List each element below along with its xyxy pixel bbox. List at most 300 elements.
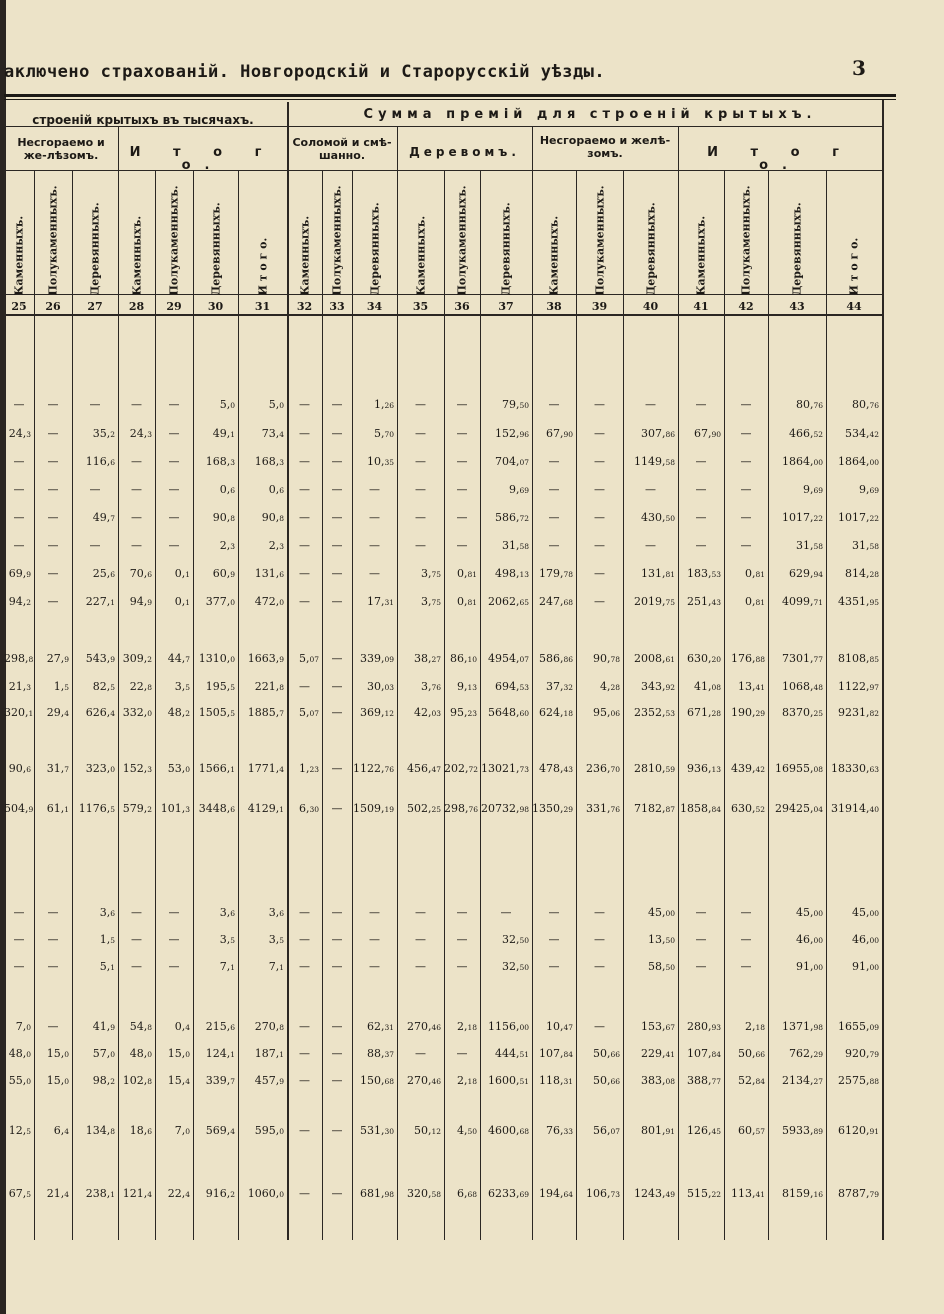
table-cell: 0,6	[219, 483, 235, 496]
table-cell: 1156,00	[487, 1020, 529, 1033]
table-cell: 179,78	[538, 567, 573, 580]
table-cell: 1,5	[53, 680, 69, 693]
table-cell: 183,53	[686, 567, 721, 580]
table-cell: 20732,98	[480, 802, 529, 815]
table-cell: 118,31	[538, 1074, 573, 1087]
table-cell: 90,6	[8, 762, 31, 775]
table-cell: 1885,7	[247, 706, 284, 719]
table-cell: —	[299, 1074, 310, 1087]
column-rule	[4, 102, 5, 1240]
column-label: Каменныхъ.	[298, 215, 311, 296]
table-cell: 10,35	[366, 455, 394, 468]
table-cell: 388,77	[686, 1074, 721, 1087]
table-cell: 22,4	[167, 1187, 190, 1200]
table-cell: —	[168, 539, 180, 552]
table-cell: 30,03	[366, 680, 394, 693]
table-cell: 113,41	[730, 1187, 765, 1200]
table-cell: —	[299, 1047, 310, 1060]
table-cell: 29425,04	[774, 802, 823, 815]
table-cell: 4099,71	[781, 595, 823, 608]
column-label: Полукаменныхъ.	[455, 185, 469, 296]
table-cell: 247,68	[538, 595, 573, 608]
table-cell: —	[645, 539, 656, 552]
column-number: 42	[738, 300, 754, 313]
table-cell: —	[594, 595, 605, 608]
table-cell: —	[456, 511, 468, 524]
table-cell: 152,96	[494, 427, 529, 440]
table-cell: —	[331, 706, 343, 719]
table-cell: 332,0	[122, 706, 152, 719]
table-cell: —	[740, 539, 752, 552]
table-cell: —	[695, 398, 707, 411]
table-cell: —	[695, 960, 707, 973]
table-cell: 29,4	[46, 706, 69, 719]
table-cell: 31,7	[46, 762, 69, 775]
table-cell: —	[369, 567, 380, 580]
table-cell: 107,84	[538, 1047, 573, 1060]
column-label: Полукаменныхъ.	[46, 185, 60, 296]
table-cell: —	[168, 511, 180, 524]
table-cell: —	[695, 906, 707, 919]
table-cell: 3,75	[420, 595, 441, 608]
table-cell: 45,00	[795, 906, 823, 919]
table-cell: 298,76	[444, 802, 479, 815]
table-cell: —	[415, 906, 426, 919]
table-cell: 1149,58	[633, 455, 675, 468]
column-label: Каменныхъ.	[12, 215, 26, 296]
table-cell: 13021,73	[480, 762, 529, 775]
table-cell: 2,18	[456, 1074, 477, 1087]
table-cell: —	[13, 511, 25, 524]
table-cell: 190,29	[730, 706, 765, 719]
column-number: 36	[454, 300, 470, 313]
table-cell: 187,1	[254, 1047, 284, 1060]
table-cell: —	[740, 906, 752, 919]
column-number: 32	[296, 300, 313, 313]
table-cell: —	[168, 483, 180, 496]
table-cell: 6233,69	[487, 1187, 529, 1200]
table-cell: —	[415, 427, 426, 440]
table-cell: 1509,19	[352, 802, 394, 815]
table-cell: 1,26	[373, 398, 394, 411]
table-cell: —	[13, 398, 25, 411]
table-cell: 73,4	[261, 427, 284, 440]
table-cell: 98,2	[92, 1074, 115, 1087]
table-cell: 1663,9	[247, 652, 284, 665]
table-cell: 3,5	[174, 680, 190, 693]
table-cell: —	[168, 906, 180, 919]
table-cell: —	[594, 511, 605, 524]
table-cell: 2,18	[456, 1020, 477, 1033]
table-cell: —	[456, 483, 468, 496]
table-cell: 630,20	[686, 652, 721, 665]
table-cell: 681,98	[359, 1187, 394, 1200]
table-cell: 0,4	[174, 1020, 190, 1033]
table-cell: 801,91	[640, 1124, 675, 1137]
table-cell: 42,03	[413, 706, 441, 719]
table-cell: 46,00	[851, 933, 879, 946]
table-cell: 150,68	[359, 1074, 394, 1087]
table-cell: 15,4	[167, 1074, 190, 1087]
table-cell: 107,84	[686, 1047, 721, 1060]
table-cell: 41,9	[92, 1020, 115, 1033]
group-header-left: строеній крытыхъ въ тысячахъ.	[32, 113, 254, 127]
table-cell: 15,0	[46, 1047, 69, 1060]
subgroup-header: И т о г о.	[129, 145, 276, 173]
table-cell: 8108,85	[837, 652, 879, 665]
table-cell: 31,58	[851, 539, 879, 552]
table-cell: 153,67	[640, 1020, 675, 1033]
subgroup-header: И т о г о.	[707, 145, 853, 173]
table-cell: 2575,88	[837, 1074, 879, 1087]
column-number: 27	[87, 300, 103, 313]
table-cell: 48,2	[167, 706, 190, 719]
table-cell: —	[740, 511, 752, 524]
table-cell: 1505,5	[198, 706, 235, 719]
table-cell: 91,00	[795, 960, 823, 973]
table-cell: —	[299, 511, 310, 524]
table-cell: 377,0	[205, 595, 235, 608]
table-cell: 2,3	[268, 539, 284, 552]
table-cell: 1350,29	[532, 802, 574, 815]
table-cell: —	[89, 483, 101, 496]
table-cell: 9,13	[456, 680, 477, 693]
table-cell: —	[47, 455, 59, 468]
table-cell: 626,4	[85, 706, 115, 719]
table-cell: 251,43	[686, 595, 721, 608]
subgroup-header: Деревомъ.	[409, 145, 520, 159]
table-cell: 90,8	[212, 511, 235, 524]
table-cell: 126,45	[686, 1124, 721, 1137]
column-label: Деревянныхъ.	[88, 202, 102, 296]
table-cell: 504,9	[4, 802, 34, 815]
table-cell: 6,68	[456, 1187, 477, 1200]
table-cell: 202,72	[444, 762, 479, 775]
table-cell: 7301,77	[781, 652, 823, 665]
table-cell: 176,88	[730, 652, 765, 665]
table-cell: 2,3	[219, 539, 235, 552]
table-cell: —	[331, 427, 343, 440]
table-cell: —	[548, 933, 560, 946]
table-cell: —	[331, 398, 343, 411]
table-cell: 16955,08	[774, 762, 823, 775]
table-cell: 579,2	[122, 802, 152, 815]
table-cell: 94,2	[8, 595, 31, 608]
table-cell: 60,9	[212, 567, 235, 580]
column-number: 43	[789, 300, 805, 313]
table-cell: 3,76	[420, 680, 441, 693]
table-cell: 49,7	[92, 511, 115, 524]
table-cell: 32,50	[501, 960, 529, 973]
table-cell: 4,50	[456, 1124, 477, 1137]
table-cell: 49,1	[212, 427, 235, 440]
table-cell: 69,9	[8, 567, 31, 580]
table-cell: 24,3	[129, 427, 152, 440]
table-cell: —	[594, 398, 605, 411]
table-cell: 320,1	[4, 706, 34, 719]
table-cell: 95,06	[592, 706, 620, 719]
table-cell: 67,90	[693, 427, 721, 440]
table-cell: 76,33	[545, 1124, 573, 1137]
table-cell: —	[415, 960, 426, 973]
table-cell: —	[594, 906, 605, 919]
table-cell: —	[456, 427, 468, 440]
table-cell: 466,52	[788, 427, 823, 440]
table-cell: 5648,60	[487, 706, 529, 719]
table-cell: 24,3	[8, 427, 31, 440]
table-cell: —	[299, 1020, 310, 1033]
table-cell: —	[331, 595, 343, 608]
table-cell: —	[740, 483, 752, 496]
table-cell: 270,8	[254, 1020, 284, 1033]
table-cell: 586,86	[538, 652, 573, 665]
table-cell: —	[740, 933, 752, 946]
table-cell: 814,28	[844, 567, 879, 580]
page-header-title: аключено страхованій. Новгородскій и Старорусскій уѣзды.	[4, 62, 606, 82]
table-cell: 215,6	[205, 1020, 235, 1033]
column-number: 35	[412, 300, 429, 313]
table-cell: —	[415, 511, 426, 524]
table-cell: 1566,1	[198, 762, 235, 775]
table-cell: 45,00	[851, 906, 879, 919]
table-cell: —	[47, 483, 59, 496]
table-cell: 91,00	[851, 960, 879, 973]
column-label: Деревянныхъ.	[499, 202, 513, 296]
table-cell: —	[47, 960, 59, 973]
table-cell: 704,07	[494, 455, 529, 468]
table-cell: 54,8	[129, 1020, 152, 1033]
table-cell: 3,75	[420, 567, 441, 580]
table-cell: 430,50	[640, 511, 675, 524]
table-cell: 0,81	[744, 567, 765, 580]
table-cell: 21,4	[46, 1187, 69, 1200]
table-cell: —	[594, 455, 605, 468]
table-cell: —	[548, 906, 560, 919]
table-cell: 168,3	[254, 455, 284, 468]
table-cell: 671,28	[686, 706, 721, 719]
table-cell: —	[740, 960, 752, 973]
table-cell: —	[13, 960, 25, 973]
table-cell: —	[594, 1020, 605, 1033]
rule-numbers	[4, 314, 882, 316]
table-cell: —	[594, 567, 605, 580]
column-rule	[287, 102, 289, 1240]
table-cell: 502,25	[406, 802, 441, 815]
table-cell: 61,1	[46, 802, 69, 815]
column-label: Полукаменныхъ.	[330, 185, 344, 296]
table-cell: 124,1	[205, 1047, 235, 1060]
table-cell: 80,76	[795, 398, 823, 411]
column-label: Полукаменныхъ.	[739, 185, 753, 296]
table-cell: 86,10	[449, 652, 477, 665]
column-number: 37	[498, 300, 514, 313]
table-cell: 916,2	[205, 1187, 235, 1200]
table-cell: 270,46	[406, 1020, 441, 1033]
table-cell: —	[168, 398, 180, 411]
table-cell: 5933,89	[781, 1124, 823, 1137]
table-cell: 4600,68	[487, 1124, 529, 1137]
table-cell: 534,42	[844, 427, 879, 440]
table-cell: 3,5	[268, 933, 284, 946]
table-cell: 1,23	[298, 762, 319, 775]
table-cell: 106,73	[585, 1187, 620, 1200]
table-cell: —	[299, 398, 310, 411]
table-cell: 8159,16	[781, 1187, 823, 1200]
table-cell: —	[594, 483, 605, 496]
table-cell: —	[168, 455, 180, 468]
table-cell: 383,08	[640, 1074, 675, 1087]
table-cell: 38,27	[413, 652, 441, 665]
table-cell: —	[47, 567, 59, 580]
table-cell: 131,6	[254, 567, 284, 580]
table-cell: 6,30	[298, 802, 319, 815]
table-cell: 3,6	[219, 906, 235, 919]
table-cell: —	[695, 511, 707, 524]
table-cell: 168,3	[205, 455, 235, 468]
column-number: 26	[45, 300, 61, 313]
table-cell: 101,3	[160, 802, 190, 815]
table-cell: —	[131, 483, 142, 496]
table-cell: 37,32	[545, 680, 573, 693]
table-cell: 4351,95	[837, 595, 879, 608]
table-cell: 762,29	[788, 1047, 823, 1060]
table-cell: 1122,76	[352, 762, 394, 775]
table-cell: —	[47, 933, 59, 946]
table-cell: 0,6	[268, 483, 284, 496]
table-cell: —	[131, 398, 142, 411]
column-label: И т о г о.	[256, 237, 269, 296]
column-number: 33	[329, 300, 345, 313]
table-cell: 229,41	[640, 1047, 675, 1060]
table-cell: 595,0	[254, 1124, 284, 1137]
table-cell: 2,18	[744, 1020, 765, 1033]
table-cell: —	[331, 1124, 343, 1137]
table-cell: 46,00	[795, 933, 823, 946]
table-cell: —	[594, 933, 605, 946]
table-cell: 90,8	[261, 511, 284, 524]
column-number: 25	[11, 300, 27, 313]
table-cell: 2810,59	[633, 762, 675, 775]
table-cell: 236,70	[585, 762, 620, 775]
table-cell: 456,47	[406, 762, 441, 775]
table-cell: 309,2	[122, 652, 152, 665]
group-header-right: Сумма премій для строеній крытыхъ.	[363, 107, 817, 122]
table-cell: —	[740, 398, 752, 411]
table-cell: 50,12	[413, 1124, 441, 1137]
table-cell: 7,1	[268, 960, 284, 973]
table-cell: 457,9	[254, 1074, 284, 1087]
table-cell: 18330,63	[830, 762, 879, 775]
table-cell: 1310,0	[198, 652, 235, 665]
table-cell: 1771,4	[247, 762, 284, 775]
table-cell: —	[456, 455, 468, 468]
table-cell: —	[645, 483, 656, 496]
column-number: 41	[693, 300, 709, 313]
table-cell: 15,0	[167, 1047, 190, 1060]
table-cell: 1858,84	[679, 802, 721, 815]
table-cell: 79,50	[501, 398, 529, 411]
table-cell: —	[168, 960, 180, 973]
table-cell: —	[47, 1020, 59, 1033]
table-cell: —	[548, 539, 560, 552]
table-cell: —	[89, 398, 101, 411]
table-cell: 1122,97	[837, 680, 879, 693]
column-label: Полукаменныхъ.	[167, 185, 181, 296]
table-cell: 0,81	[456, 567, 477, 580]
table-cell: 6120,91	[837, 1124, 879, 1137]
table-cell: 331,76	[585, 802, 620, 815]
table-cell: 56,07	[592, 1124, 620, 1137]
table-cell: —	[168, 933, 180, 946]
column-label: Каменныхъ.	[547, 215, 561, 296]
table-cell: —	[299, 960, 310, 973]
table-cell: 694,53	[494, 680, 529, 693]
table-cell: 5,07	[298, 706, 319, 719]
table-cell: 9,69	[802, 483, 823, 496]
table-cell: —	[369, 960, 380, 973]
table-cell: 58,50	[647, 960, 675, 973]
table-cell: 1243,49	[633, 1187, 675, 1200]
table-cell: —	[13, 539, 25, 552]
table-cell: —	[299, 1187, 310, 1200]
table-cell: —	[645, 398, 656, 411]
table-cell: 0,1	[174, 595, 190, 608]
table-cell: —	[131, 539, 142, 552]
table-cell: 62,31	[366, 1020, 394, 1033]
table-cell: 280,93	[686, 1020, 721, 1033]
table-cell: 2134,27	[781, 1074, 823, 1087]
table-cell: 5,1	[99, 960, 115, 973]
table-cell: 31,58	[795, 539, 823, 552]
table-cell: 44,7	[167, 652, 190, 665]
table-cell: 586,72	[494, 511, 529, 524]
table-cell: 48,0	[8, 1047, 31, 1060]
table-cell: 195,5	[205, 680, 235, 693]
top-rule-thin	[4, 99, 896, 100]
table-cell: 55,0	[8, 1074, 31, 1087]
table-cell: —	[331, 1020, 343, 1033]
table-cell: 17,31	[366, 595, 394, 608]
table-cell: —	[456, 1047, 468, 1060]
table-cell: 1864,00	[781, 455, 823, 468]
table-cell: 53,0	[167, 762, 190, 775]
table-cell: 116,6	[85, 455, 115, 468]
table-cell: —	[13, 906, 25, 919]
table-cell: 57,0	[92, 1047, 115, 1060]
table-cell: 7,0	[174, 1124, 190, 1137]
table-cell: 936,13	[686, 762, 721, 775]
table-cell: —	[331, 680, 343, 693]
column-number: 34	[366, 300, 383, 313]
table-cell: —	[168, 427, 180, 440]
table-cell: 3,6	[99, 906, 115, 919]
table-cell: 194,64	[538, 1187, 573, 1200]
table-cell: —	[369, 933, 380, 946]
table-cell: —	[695, 455, 707, 468]
column-number: 38	[546, 300, 562, 313]
table-cell: 8370,25	[781, 706, 823, 719]
table-cell: 21,3	[8, 680, 31, 693]
table-cell: —	[548, 455, 560, 468]
table-cell: —	[47, 398, 59, 411]
table-cell: 2008,61	[633, 652, 675, 665]
table-cell: 444,51	[494, 1047, 529, 1060]
table-cell: 67,90	[545, 427, 573, 440]
table-cell: 630,52	[730, 802, 765, 815]
table-cell: —	[369, 511, 380, 524]
table-cell: 1655,09	[837, 1020, 879, 1033]
column-number: 30	[207, 300, 224, 313]
